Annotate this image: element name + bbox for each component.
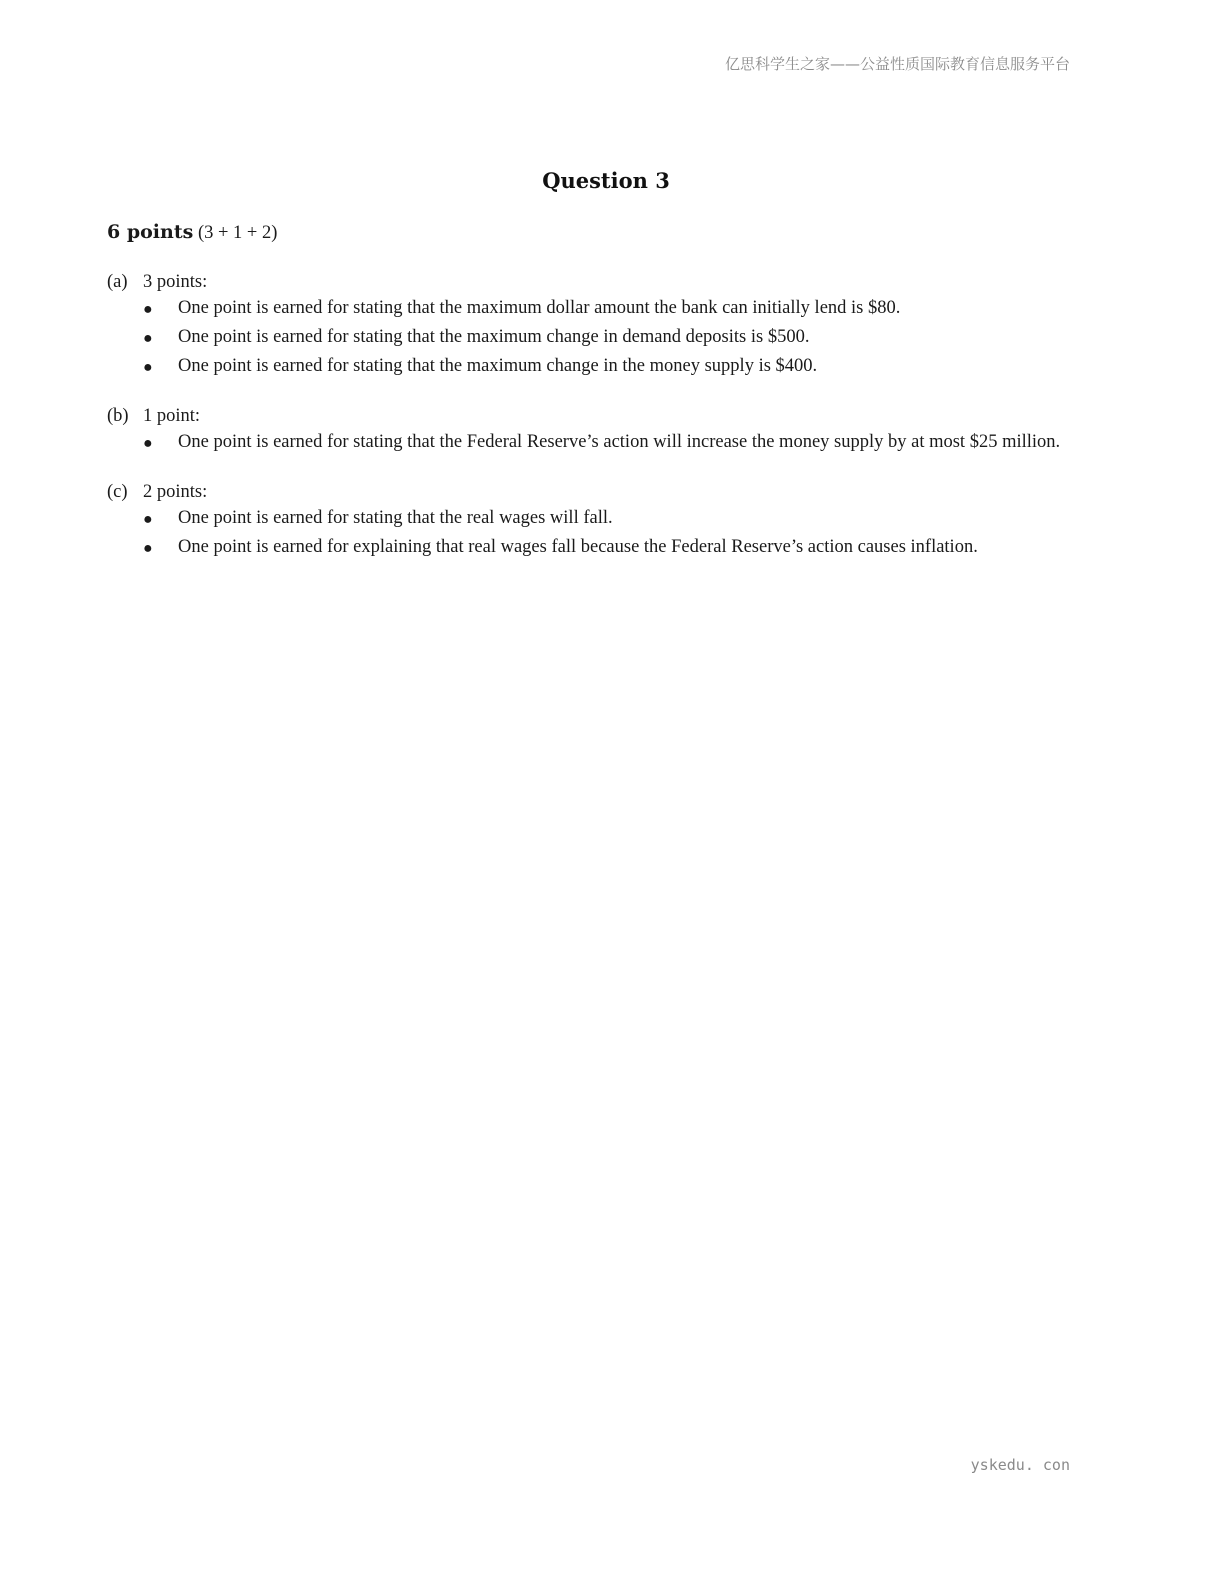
scoring-guidelines [107, 219, 1107, 584]
part-header [107, 269, 1107, 296]
question-title: Question 3 [542, 168, 670, 193]
bullet-icon: ● [143, 540, 153, 557]
bullet-text: One point is earned for stating that the maximum change in demand deposits is $500. [178, 327, 810, 347]
part-letter: (a) [107, 272, 128, 292]
list-item [107, 354, 1107, 381]
bullet-text: One point is earned for stating that the maximum change in the money supply is $400. [178, 356, 818, 376]
bullet-icon: ● [143, 435, 153, 452]
bullet-text: One point is earned for explaining that real wages fall because the Federal Reserve’s action causes inflation. [178, 537, 978, 557]
part-letter: (b) [107, 406, 129, 426]
bullet-text: One point is earned for stating that the Federal Reserve’s action will increase the money supply by at most $25 million. [178, 432, 1061, 452]
part-header [107, 479, 1107, 506]
bullet-icon: ● [143, 359, 153, 376]
header-watermark: 亿思科学生之家——公益性质国际教育信息服务平台 [724, 55, 1070, 73]
part-header [107, 403, 1107, 430]
part-b [107, 403, 1107, 457]
part-a [107, 269, 1107, 381]
footer-watermark: yskedu. con [970, 1456, 1070, 1474]
bullet-icon: ● [143, 511, 153, 528]
bullet-list [107, 296, 1107, 381]
part-letter: (c) [107, 482, 128, 502]
total-points-breakdown: (3 + 1 + 2) [197, 223, 278, 243]
list-item [107, 506, 1107, 533]
bullet-list [107, 506, 1107, 562]
bullet-icon: ● [143, 301, 153, 318]
list-item [107, 325, 1107, 352]
total-points-value: 6 points [107, 221, 194, 243]
bullet-icon: ● [143, 330, 153, 347]
bullet-text: One point is earned for stating that the real wages will fall. [178, 508, 613, 528]
part-points: 2 points: [143, 482, 208, 502]
part-c [107, 479, 1107, 562]
part-points: 1 point: [143, 406, 201, 426]
list-item [107, 535, 1107, 562]
list-item [107, 430, 1107, 457]
bullet-text: One point is earned for stating that the maximum dollar amount the bank can initially lend is $80. [178, 298, 901, 318]
part-points: 3 points: [143, 272, 208, 292]
bullet-list [107, 430, 1107, 457]
total-points [107, 219, 1107, 247]
list-item [107, 296, 1107, 323]
